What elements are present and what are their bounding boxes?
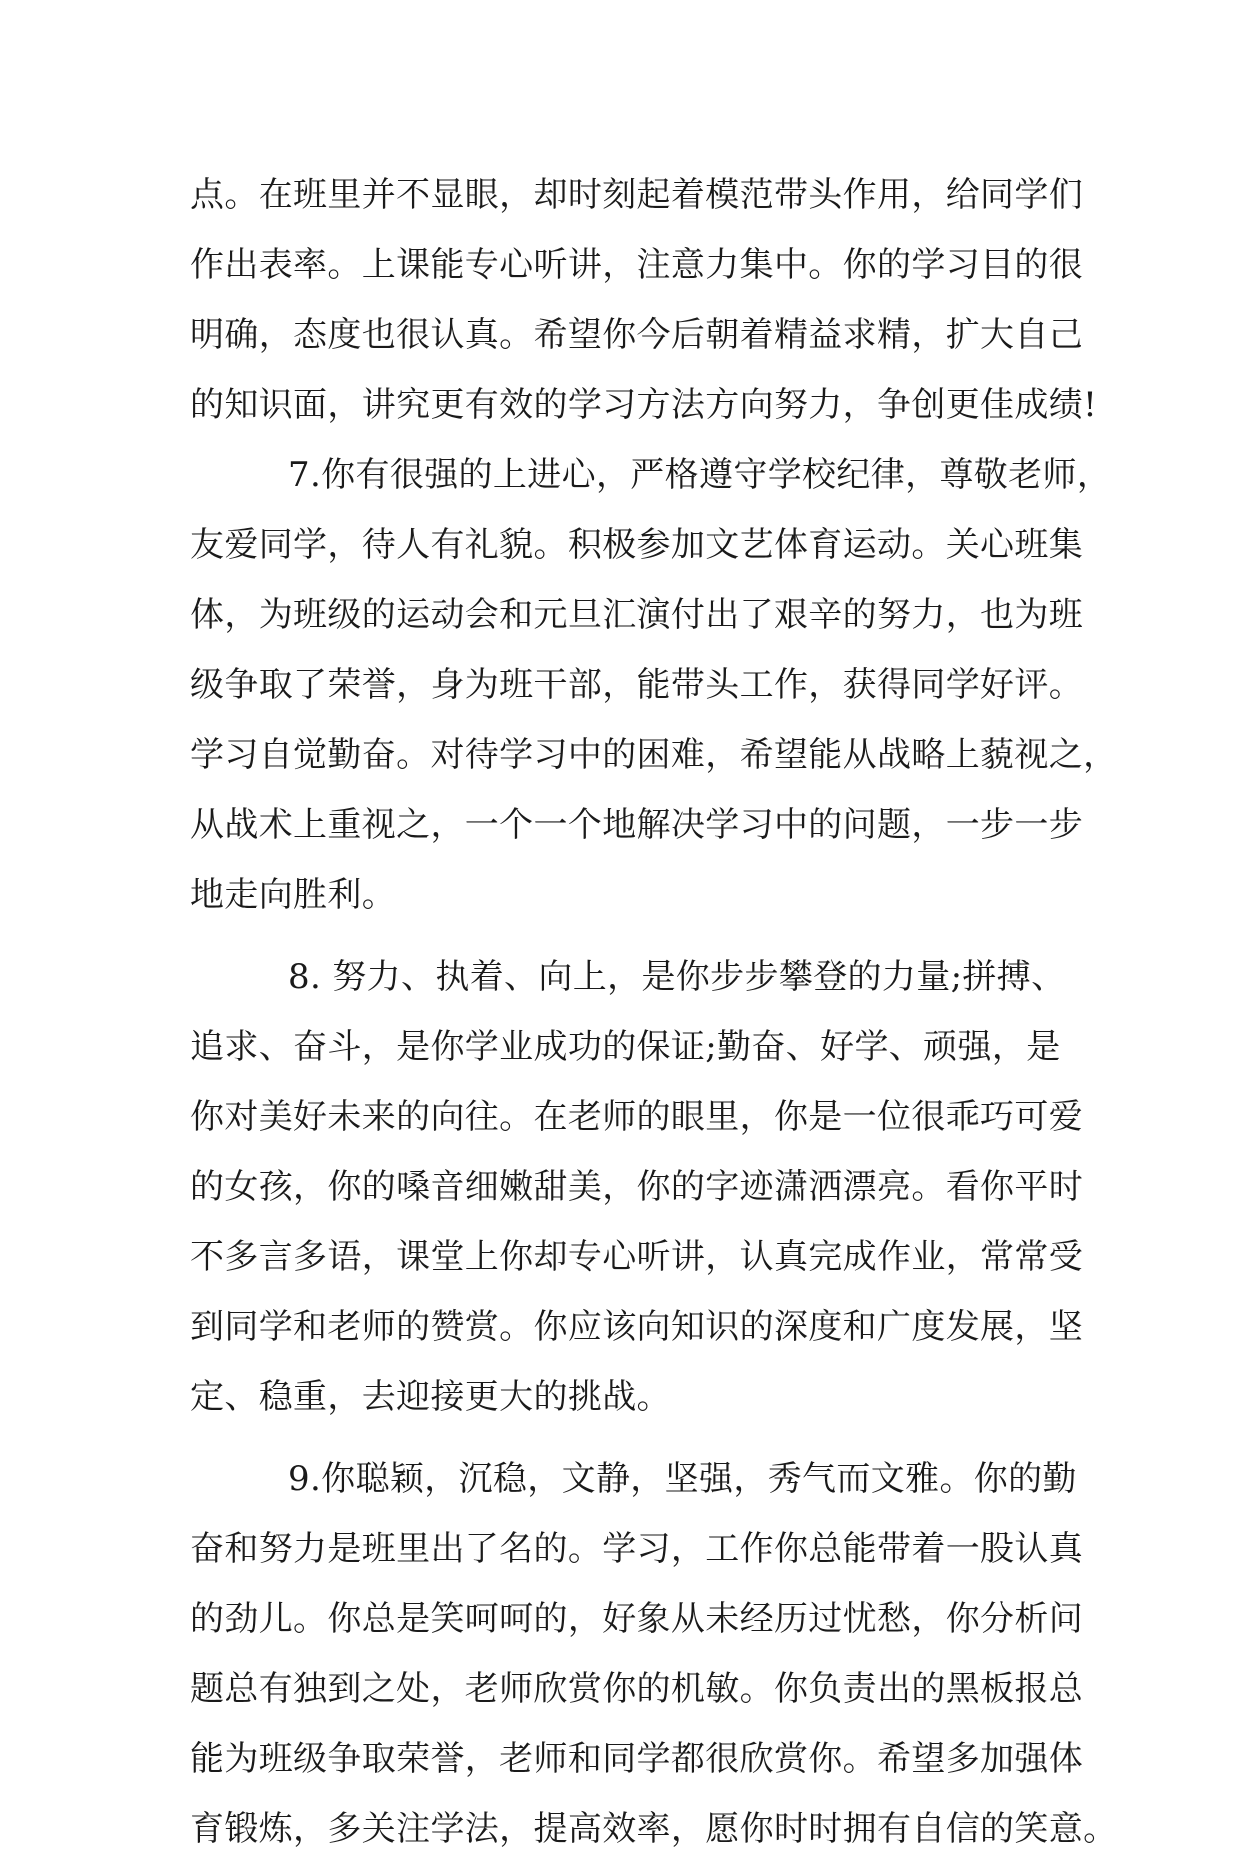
text-line: 7.你有很强的上进心，严格遵守学校纪律，尊敬老师， — [288, 455, 1112, 495]
text-line: 9.你聪颖，沉稳，文静，坚强，秀气而文雅。你的勤 — [288, 1459, 1077, 1499]
text-line: 题总有独到之处，老师欣赏你的机敏。你负责出的黑板报总 — [190, 1669, 1084, 1709]
text-line: 级争取了荣誉，身为班干部，能带头工作，获得同学好评。 — [190, 665, 1084, 705]
text-line: 的劲儿。你总是笑呵呵的，好象从未经历过忧愁，你分析问 — [190, 1599, 1084, 1639]
text-line: 作出表率。上课能专心听讲，注意力集中。你的学习目的很 — [190, 245, 1084, 285]
text-line: 友爱同学，待人有礼貌。积极参加文艺体育运动。关心班集 — [190, 525, 1084, 565]
text-line: 育锻炼，多关注学法，提高效率，愿你时时拥有自信的笑意。 — [190, 1809, 1118, 1849]
text-line: 奋和努力是班里出了名的。学习，工作你总能带着一股认真 — [190, 1529, 1084, 1569]
text-line: 学习自觉勤奋。对待学习中的困难，希望能从战略上藐视之， — [190, 735, 1118, 775]
text-line: 从战术上重视之，一个一个地解决学习中的问题，一步一步 — [190, 805, 1084, 845]
text-line: 你对美好未来的向往。在老师的眼里，你是一位很乖巧可爱 — [190, 1097, 1084, 1137]
text-line: 地走向胜利。 — [190, 875, 397, 915]
text-line: 点。在班里并不显眼，却时刻起着模范带头作用，给同学们 — [190, 175, 1084, 215]
text-line: 定、稳重，去迎接更大的挑战。 — [190, 1377, 671, 1417]
text-line: 8. 努力、执着、向上，是你步步攀登的力量;拼搏、 — [288, 957, 1066, 997]
text-line: 追求、奋斗，是你学业成功的保证;勤奋、好学、顽强，是 — [190, 1027, 1061, 1067]
paragraph-continuation — [190, 160, 1098, 440]
paragraph-7 — [190, 440, 1118, 930]
body-text — [190, 160, 1118, 1864]
text-line: 的知识面，讲究更有效的学习方法方向努力，争创更佳成绩! — [190, 385, 1098, 425]
text-line: 到同学和老师的赞赏。你应该向知识的深度和广度发展，坚 — [190, 1307, 1084, 1347]
text-line: 体，为班级的运动会和元旦汇演付出了艰辛的努力，也为班 — [190, 595, 1084, 635]
text-line: 不多言多语，课堂上你却专心听讲，认真完成作业，常常受 — [190, 1237, 1084, 1277]
text-line: 能为班级争取荣誉，老师和同学都很欣赏你。希望多加强体 — [190, 1739, 1084, 1779]
paragraph-8 — [190, 942, 1084, 1432]
text-line: 明确，态度也很认真。希望你今后朝着精益求精，扩大自己 — [190, 315, 1084, 355]
paragraph-9 — [190, 1444, 1118, 1864]
text-line: 的女孩，你的嗓音细嫩甜美，你的字迹潇洒漂亮。看你平时 — [190, 1167, 1084, 1207]
